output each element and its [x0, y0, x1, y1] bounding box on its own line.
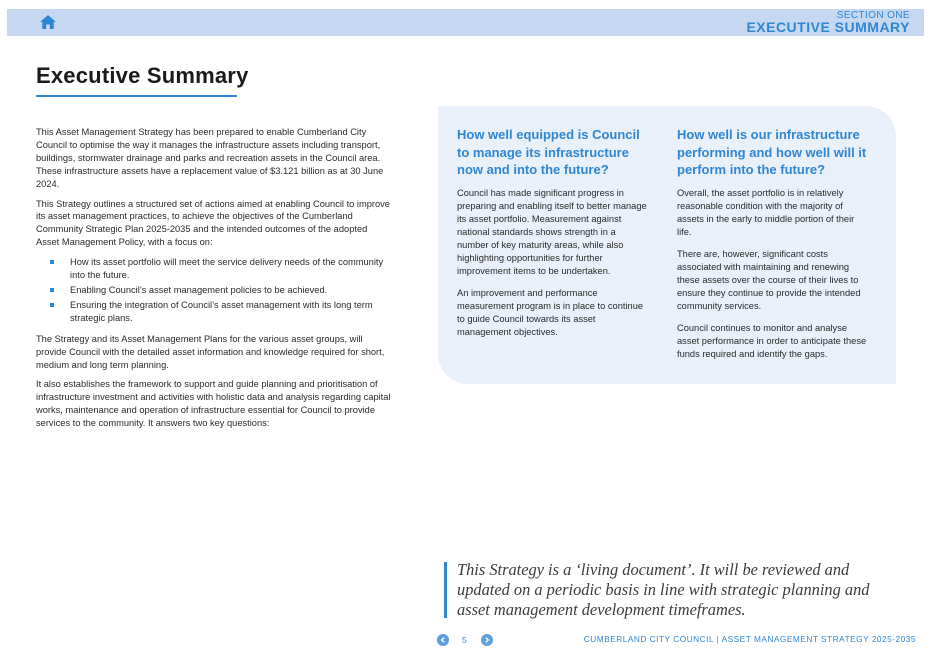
key-questions-panel	[438, 106, 896, 384]
page-title: Executive Summary	[36, 63, 249, 88]
focus-list	[36, 256, 392, 325]
list-item: Enabling Council’s asset management policies to be achieved.	[70, 284, 392, 297]
home-icon[interactable]	[39, 14, 57, 30]
intro-paragraph-4: It also establishes the framework to support and guide planning and prioritisation of infrastructure investment and activities with holistic data and analysis regarding capital works, maintenance and operation of infrastructure essential for Council to provide services to the community. It answers two key questions:	[36, 379, 391, 429]
quote-accent-bar	[444, 562, 447, 618]
list-item: How its asset portfolio will meet the service delivery needs of the community into the future.	[70, 256, 392, 282]
intro-paragraph-2: This Strategy outlines a structured set of actions aimed at enabling Council to improve its asset management practices, to achieve the objectives of the Cumberland Community Strategic Plan 2025-2035 and the intended outcomes of the adopted Asset Management Policy, with a focus on:	[36, 198, 390, 248]
section-label: SECTION ONE	[836, 10, 910, 21]
intro-paragraph-3: The Strategy and its Asset Management Plans for the various asset groups, will provide Council with the detailed asset information and knowledge required for short, medium and long term planning.	[36, 333, 385, 370]
section-title: EXECUTIVE SUMMARY	[746, 19, 910, 35]
title-underline	[36, 95, 237, 97]
question-two-paragraph: Council continues to monitor and analyse asset performance in order to anticipate these funds required and identify the gaps.	[677, 322, 867, 359]
question-one-paragraph: Council has made significant progress in preparing and enabling itself to better manage its asset portfolio. Measurement against national standards shows strength in a number of key maturity areas, while also highlighting opportunities for further improvement items to be undertaken.	[457, 187, 647, 276]
footer-document-title: CUMBERLAND CITY COUNCIL | ASSET MANAGEMENT STRATEGY 2025-2035	[583, 634, 916, 644]
intro-text	[36, 126, 392, 437]
question-one-paragraph: An improvement and performance measurement program is in place to continue to guide Council towards its asset management objectives.	[457, 287, 644, 337]
question-two	[677, 126, 867, 370]
page-number: 5	[462, 635, 467, 645]
question-two-paragraph: There are, however, significant costs associated with maintaining and renewing these assets over the course of their lives to ensure they continue to provide the intended community services.	[677, 248, 861, 311]
question-one	[457, 126, 647, 348]
chevron-right-icon[interactable]	[481, 634, 493, 646]
question-one-heading: How well equipped is Council to manage its infrastructure now and into the future?	[457, 127, 640, 177]
intro-paragraph-1: This Asset Management Strategy has been prepared to enable Cumberland City Council to optimise the way it manages the infrastructure assets including transport, buildings, stormwater drainage and parks and recreation assets in the Council area. These infrastructure assets have a replacement value of $3.121 billion as at 30 June 2024.	[36, 127, 384, 189]
header-bar	[7, 9, 924, 36]
question-two-heading: How well is our infrastructure performing and how well will it perform into the future?	[677, 127, 867, 177]
pull-quote: This Strategy is a ‘living document’. It will be reviewed and updated on a periodic basis in line with strategic planning and asset management development timeframes.	[457, 560, 870, 619]
chevron-left-icon[interactable]	[437, 634, 449, 646]
list-item: Ensuring the integration of Council’s asset management with its long term strategic plans.	[70, 299, 392, 325]
question-two-paragraph: Overall, the asset portfolio is in relatively reasonable condition with the majority of assets in the early to middle portion of their life.	[677, 187, 855, 237]
